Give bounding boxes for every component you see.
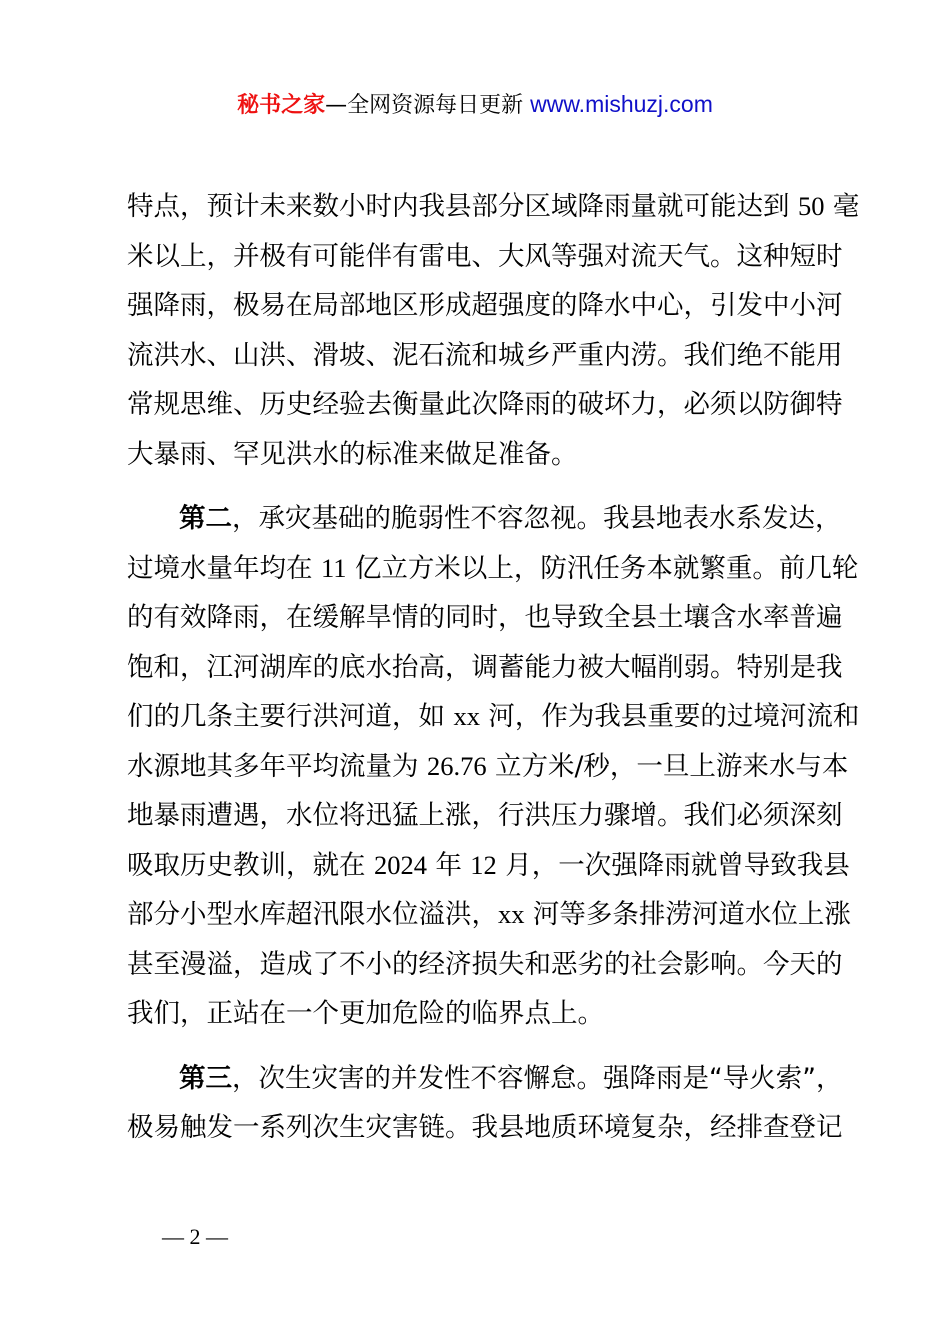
numeric-text: 2024 (373, 849, 427, 880)
paragraph-2 (127, 494, 860, 1039)
paragraph-line: 地暴雨遭遇，水位将迅猛上涨，行洪压力骤增。我们必须深刻 (127, 800, 843, 831)
paragraph-3 (127, 1054, 843, 1153)
page-number: — 2 — (162, 1224, 228, 1249)
paragraph-line: 部分小型水库超汛限水位溢洪，xx 河等多条排涝河道水位上涨 (127, 899, 851, 930)
paragraph-line: 特点，预计未来数小时内我县部分区域降雨量就可能达到 50 毫 (127, 191, 860, 222)
numeric-text: 26.76 (426, 750, 487, 781)
paragraph-line: 极易触发一系列次生灾害链。我县地质环境复杂，经排查登记 (127, 1112, 843, 1143)
paragraph-line: 水源地其多年平均流量为 26.76 立方米/秒，一旦上游来水与本 (127, 750, 849, 782)
numeric-text: 50 (797, 191, 825, 221)
numeric-text: 12 (470, 849, 497, 880)
paragraph-line-text: ，次生灾害的并发性不容懈怠。强降雨是“导火索”， (232, 1062, 843, 1094)
paragraph-first-line (127, 494, 842, 544)
paragraph-line: 米以上，并极有可能伴有雷电、大风等强对流天气。这种短时 (127, 240, 843, 272)
paragraph-line: 常规思维、历史经验去衡量此次降雨的破坏力，必须以防御特 (127, 389, 843, 420)
site-url-link[interactable]: www.mishuzj.com (530, 91, 713, 117)
paragraph-line: 流洪水、山洪、滑坡、泥石流和城乡严重内涝。我们绝不能用 (127, 339, 843, 371)
numeric-text: xx (453, 701, 480, 731)
brand-name: 秘书之家 (237, 93, 326, 118)
paragraph-line: 们的几条主要行洪河道，如 xx 河，作为我县重要的过境河流和 (127, 701, 860, 732)
numeric-text: xx (498, 899, 525, 929)
paragraph-lead: 第二 (179, 503, 232, 534)
paragraph-first-line (127, 1054, 843, 1104)
paragraph-line: 大暴雨、罕见洪水的标准来做足准备。 (127, 438, 578, 470)
numeric-text: 11 (320, 552, 347, 583)
paragraph-line: 饱和，江河湖库的底水抬高，调蓄能力被大幅削弱。特别是我 (127, 651, 843, 683)
paragraph-line: 过境水量年均在 11 亿立方米以上，防汛任务本就繁重。前几轮 (127, 552, 859, 584)
document-body (127, 182, 860, 1153)
site-header (0, 88, 950, 122)
paragraph-line: 强降雨，极易在局部地区形成超强度的降水中心，引发中小河 (127, 290, 843, 321)
paragraph-1 (127, 182, 860, 479)
paragraph-line: 我们，正站在一个更加危险的临界点上。 (127, 998, 604, 1029)
paragraph-line: 吸取历史教训，就在 2024 年 12 月，一次强降雨就曾导致我县 (127, 849, 850, 881)
paragraph-line: 甚至漫溢，造成了不小的经济损失和恶劣的社会影响。今天的 (127, 948, 843, 980)
paragraph-lead: 第三 (179, 1062, 232, 1094)
header-slogan: —全网资源每日更新 (325, 93, 524, 118)
paragraph-line: 的有效降雨，在缓解旱情的同时，也导致全县土壤含水率普遍 (127, 602, 843, 633)
paragraph-line-text: ，承灾基础的脆弱性不容忽视。我县地表水系发达， (232, 503, 842, 534)
